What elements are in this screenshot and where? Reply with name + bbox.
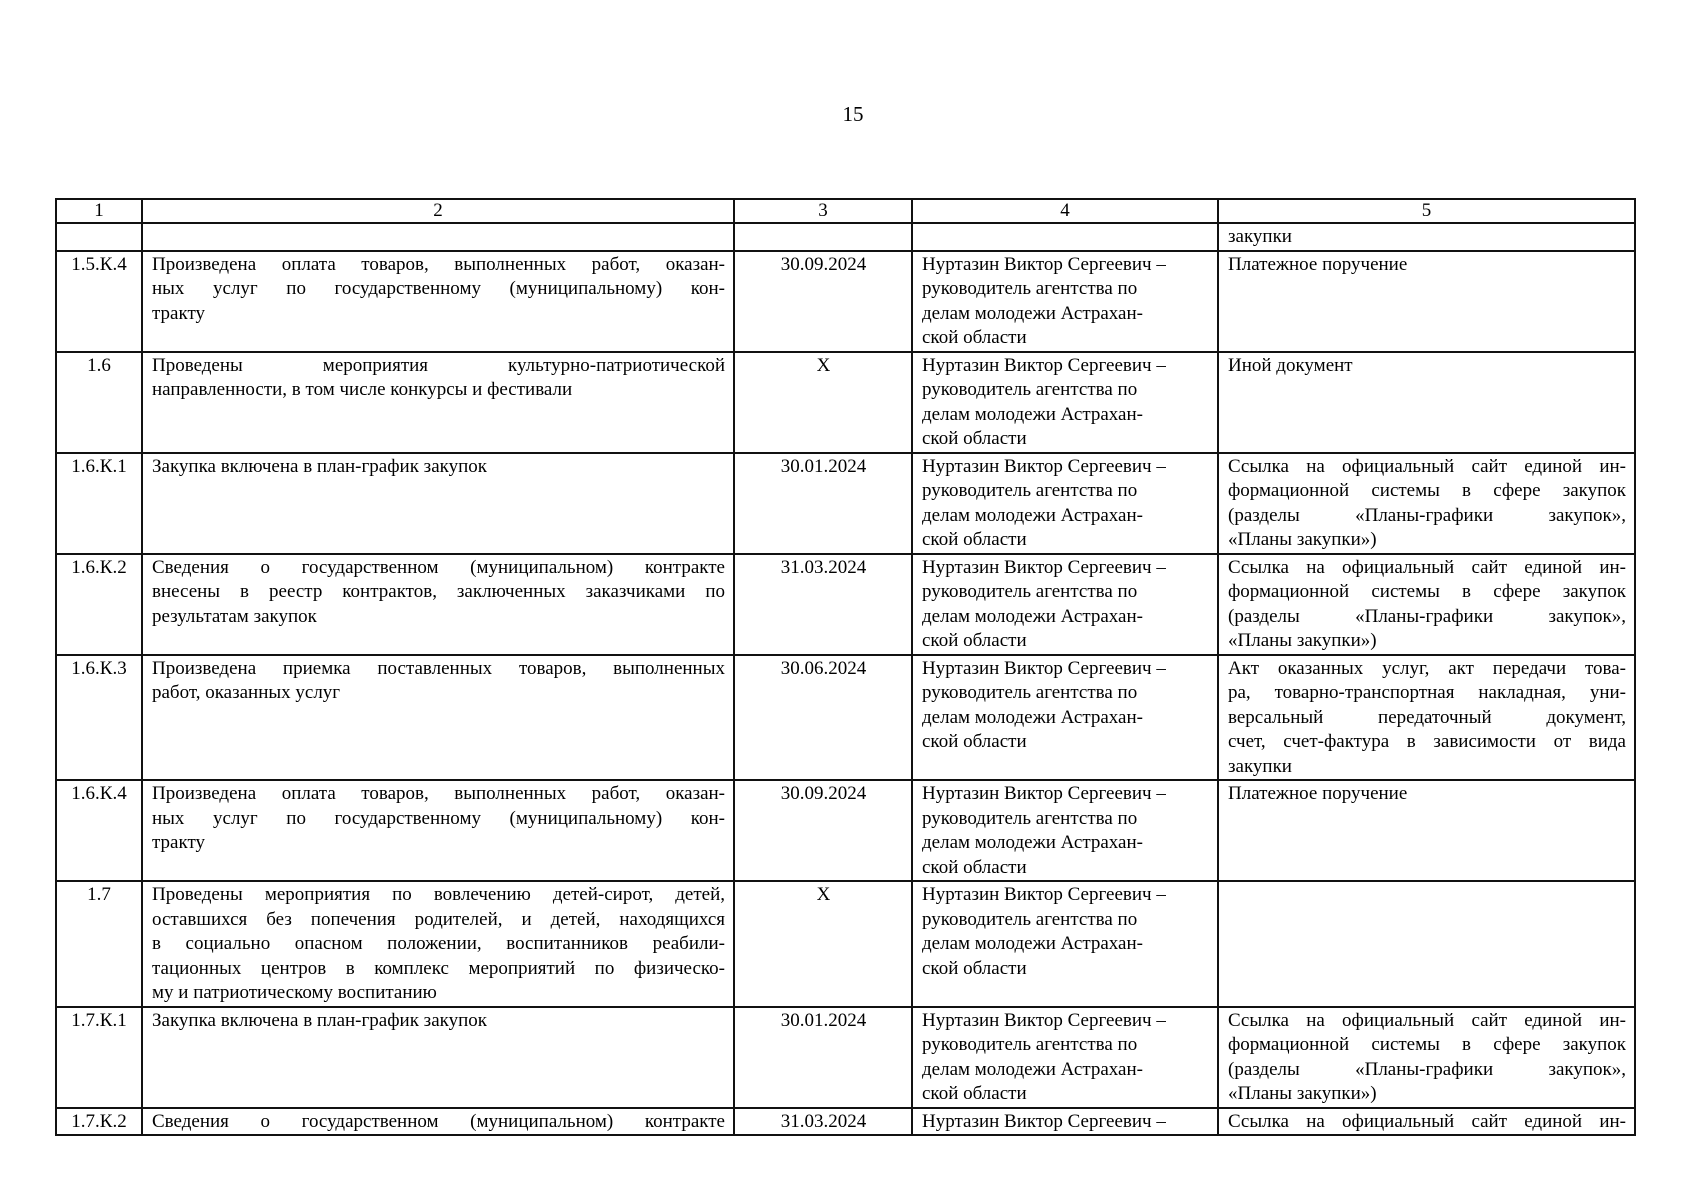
document-type-line: (разделы «Планы-графики закупок», xyxy=(1228,1058,1626,1080)
measures-table xyxy=(55,198,1636,1136)
measure-description-line: Сведения о государственном (муниципальном) контракте xyxy=(152,1110,725,1132)
deadline-date: Х xyxy=(734,881,912,1007)
document-type xyxy=(1218,780,1635,881)
measure-description xyxy=(142,655,734,781)
table-header-row xyxy=(56,199,1635,223)
table-row xyxy=(56,1108,1635,1136)
row-number: 1.6.К.3 xyxy=(56,655,142,781)
deadline-date: 30.01.2024 xyxy=(734,453,912,554)
row-number: 1.6 xyxy=(56,352,142,453)
measure-description-line: тракту xyxy=(152,832,206,853)
deadline-date: 31.03.2024 xyxy=(734,1108,912,1136)
measure-description-line: в социально опасном положении, воспитанников реабили- xyxy=(152,933,725,954)
document-type-line: формационной системы в сфере закупок xyxy=(1228,1034,1626,1055)
measure-description-line: тационных центров в комплекс мероприятий по физическо- xyxy=(152,957,725,979)
document-type-line: Ссылка на официальный сайт единой ин- xyxy=(1228,1110,1626,1132)
measure-description xyxy=(142,251,734,352)
document-type-line: закупки xyxy=(1228,755,1292,777)
responsible-person xyxy=(912,554,1218,655)
responsible-person xyxy=(912,1108,1218,1136)
responsible-person-line: делам молодежи Астрахан- xyxy=(922,504,1143,526)
measure-description-line: результатам закупок xyxy=(152,605,317,627)
responsible-person-line: ской области xyxy=(922,327,1027,348)
table-row xyxy=(56,453,1635,554)
measure-description-line: Сведения о государственном (муниципальном) контракте xyxy=(152,556,725,578)
row-number: 1.7 xyxy=(56,881,142,1007)
responsible-person-line: делам молодежи Астрахан- xyxy=(922,933,1143,954)
document-type xyxy=(1218,881,1635,1007)
document-type-line: «Планы закупки») xyxy=(1228,630,1377,651)
document-type-line: Ссылка на официальный сайт единой ин- xyxy=(1228,1009,1626,1031)
responsible-person-line: делам молодежи Астрахан- xyxy=(922,832,1143,853)
table-row xyxy=(56,780,1635,881)
document-type-line: Иной документ xyxy=(1228,354,1353,376)
row-number: 1.6.К.2 xyxy=(56,554,142,655)
responsible-person-line: ской области xyxy=(922,630,1027,651)
measure-description-line: ных услуг по государственному (муниципальному) кон- xyxy=(152,278,725,299)
responsible-person-line: Нуртазин Виктор Сергеевич – xyxy=(922,1110,1166,1132)
measure-description-line: внесены в реестр контрактов, заключенных заказчиками по xyxy=(152,581,725,602)
responsible-person-line: Нуртазин Виктор Сергеевич – xyxy=(922,783,1166,804)
document-type-line: формационной системы в сфере закупок xyxy=(1228,581,1626,602)
measure-description-line: Закупка включена в план-график закупок xyxy=(152,455,487,477)
document-type xyxy=(1218,655,1635,781)
continuation-doc-cell: закупки xyxy=(1218,223,1635,251)
table-row xyxy=(56,881,1635,1007)
row-number: 1.6.К.1 xyxy=(56,453,142,554)
deadline-date: 30.01.2024 xyxy=(734,1007,912,1108)
document-type-line: ра, товарно-транспортная накладная, уни- xyxy=(1228,682,1626,703)
responsible-person-line: Нуртазин Виктор Сергеевич – xyxy=(922,1009,1166,1031)
document-type xyxy=(1218,554,1635,655)
responsible-person-line: делам молодежи Астрахан- xyxy=(922,403,1143,425)
measure-description xyxy=(142,881,734,1007)
responsible-person xyxy=(912,881,1218,1007)
measure-description-line: му и патриотическому воспитанию xyxy=(152,982,437,1003)
document-type-line: Акт оказанных услуг, акт передачи това- xyxy=(1228,657,1626,679)
responsible-person-line: делам молодежи Астрахан- xyxy=(922,1058,1143,1080)
deadline-date: 30.06.2024 xyxy=(734,655,912,781)
responsible-person-line: Нуртазин Виктор Сергеевич – xyxy=(922,455,1166,477)
responsible-person-line: ской области xyxy=(922,1083,1027,1104)
table-row xyxy=(56,655,1635,781)
responsible-person-line: руководитель агентства по xyxy=(922,581,1138,602)
responsible-person-line: Нуртазин Виктор Сергеевич – xyxy=(922,556,1166,578)
document-type-line: «Планы закупки») xyxy=(1228,529,1377,550)
document-type xyxy=(1218,453,1635,554)
responsible-person-line: ской области xyxy=(922,428,1027,449)
continuation-row xyxy=(56,223,1635,251)
responsible-person xyxy=(912,453,1218,554)
responsible-person xyxy=(912,352,1218,453)
responsible-person-line: Нуртазин Виктор Сергеевич – xyxy=(922,657,1166,679)
page-number: 15 xyxy=(842,102,864,126)
deadline-date: 30.09.2024 xyxy=(734,780,912,881)
responsible-person xyxy=(912,780,1218,881)
document-type-line: (разделы «Планы-графики закупок», xyxy=(1228,605,1626,627)
table-row xyxy=(56,251,1635,352)
measure-description xyxy=(142,352,734,453)
responsible-person-line: Нуртазин Виктор Сергеевич – xyxy=(922,354,1166,376)
responsible-person-line: Нуртазин Виктор Сергеевич – xyxy=(922,884,1166,905)
deadline-date: 30.09.2024 xyxy=(734,251,912,352)
responsible-person-line: делам молодежи Астрахан- xyxy=(922,706,1143,728)
measure-description-line: Закупка включена в план-график закупок xyxy=(152,1009,487,1031)
document-type-line: Ссылка на официальный сайт единой ин- xyxy=(1228,556,1626,578)
row-number: 1.5.К.4 xyxy=(56,251,142,352)
responsible-person-line: руководитель агентства по xyxy=(922,1034,1138,1055)
document-type-line: Ссылка на официальный сайт единой ин- xyxy=(1228,455,1626,477)
measure-description-line: Произведена приемка поставленных товаров, выполненных xyxy=(152,657,725,679)
table-row xyxy=(56,1007,1635,1108)
responsible-person-line: руководитель агентства по xyxy=(922,278,1138,299)
responsible-person xyxy=(912,655,1218,781)
table-row xyxy=(56,554,1635,655)
responsible-person-line: ской области xyxy=(922,731,1027,752)
responsible-person-line: руководитель агентства по xyxy=(922,682,1138,703)
responsible-person xyxy=(912,251,1218,352)
document-type xyxy=(1218,251,1635,352)
measure-description-line: Произведена оплата товаров, выполненных работ, оказан- xyxy=(152,253,725,275)
measure-description-line: Проведены мероприятия культурно-патриотической xyxy=(152,354,725,376)
table-row xyxy=(56,352,1635,453)
measure-description xyxy=(142,554,734,655)
document-type-line: версальный передаточный документ, xyxy=(1228,706,1626,728)
row-number: 1.7.К.2 xyxy=(56,1108,142,1136)
responsible-person-line: руководитель агентства по xyxy=(922,480,1138,501)
measure-description-line: Произведена оплата товаров, выполненных работ, оказан- xyxy=(152,783,725,804)
deadline-date: Х xyxy=(734,352,912,453)
header-col-3: 3 xyxy=(734,199,912,223)
measure-description-line: направленности, в том числе конкурсы и фестивали xyxy=(152,379,573,400)
document-type-line: Платежное поручение xyxy=(1228,253,1408,275)
responsible-person-line: руководитель агентства по xyxy=(922,807,1138,829)
measure-description-line: ных услуг по государственному (муниципальному) кон- xyxy=(152,807,725,829)
measure-description xyxy=(142,780,734,881)
measure-description-line: тракту xyxy=(152,302,206,324)
responsible-person-line: делам молодежи Астрахан- xyxy=(922,302,1143,324)
header-col-2: 2 xyxy=(142,199,734,223)
document-type xyxy=(1218,1007,1635,1108)
row-number: 1.6.К.4 xyxy=(56,780,142,881)
measure-description xyxy=(142,453,734,554)
document-type xyxy=(1218,1108,1635,1136)
document-type-line: «Планы закупки») xyxy=(1228,1083,1377,1104)
responsible-person-line: делам молодежи Астрахан- xyxy=(922,605,1143,627)
document-type xyxy=(1218,352,1635,453)
measure-description-line: Проведены мероприятия по вовлечению детей-сирот, детей, xyxy=(152,884,725,905)
document-type-line: Платежное поручение xyxy=(1228,783,1408,804)
document-type-line: формационной системы в сфере закупок xyxy=(1228,480,1626,501)
responsible-person-line: ской области xyxy=(922,856,1027,878)
measure-description-line: работ, оказанных услуг xyxy=(152,682,341,703)
deadline-date: 31.03.2024 xyxy=(734,554,912,655)
responsible-person-line: ской области xyxy=(922,957,1027,979)
header-col-4: 4 xyxy=(912,199,1218,223)
responsible-person-line: руководитель агентства по xyxy=(922,908,1138,930)
header-col-5: 5 xyxy=(1218,199,1635,223)
document-type-line: (разделы «Планы-графики закупок», xyxy=(1228,504,1626,526)
responsible-person-line: ской области xyxy=(922,529,1027,550)
responsible-person-line: руководитель агентства по xyxy=(922,379,1138,400)
row-number: 1.7.К.1 xyxy=(56,1007,142,1108)
responsible-person xyxy=(912,1007,1218,1108)
measure-description-line: оставшихся без попечения родителей, и детей, находящихся xyxy=(152,908,725,930)
document-type-line: счет, счет-фактура в зависимости от вида xyxy=(1228,731,1626,752)
measure-description xyxy=(142,1007,734,1108)
measure-description xyxy=(142,1108,734,1136)
responsible-person-line: Нуртазин Виктор Сергеевич – xyxy=(922,253,1166,275)
header-col-1: 1 xyxy=(56,199,142,223)
